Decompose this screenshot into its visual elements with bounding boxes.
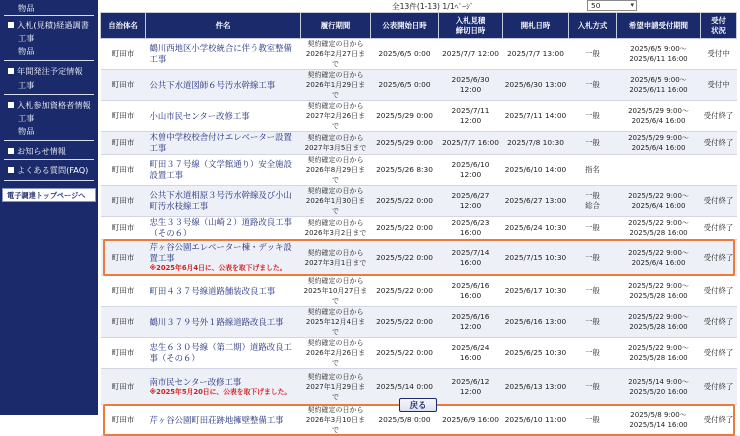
period-cell-line: 契約確定の日から (307, 219, 364, 227)
status-cell: 受付中 (701, 39, 737, 70)
sidebar-divider (4, 159, 94, 160)
bid-method-cell: 指名 (569, 155, 617, 186)
project-name-cell (146, 276, 301, 307)
application-period-cell-line: 2025/6/4 16:00 (631, 117, 686, 125)
table-row (101, 132, 737, 155)
result-count: 全13件(1-13) 1/1ﾍﾟｰｼﾞ (392, 2, 474, 11)
square-bullet-icon (8, 22, 14, 28)
project-link[interactable]: 南市民センター改修工事 (149, 376, 242, 387)
project-name-cell (146, 405, 301, 436)
column-header-line: 状況 (711, 25, 726, 35)
column-header (701, 13, 737, 39)
opening-date-cell: 2025/6/16 13:00 (503, 307, 569, 338)
bid-method-cell: 一般 (569, 101, 617, 132)
org-cell: 町田市 (101, 217, 146, 240)
period-cell-line: 2026年2月26日まで (305, 349, 366, 367)
bid-method-cell-line: 総合 (585, 201, 600, 210)
period-cell-line: 契約確定の日から (307, 308, 364, 316)
status-cell: 受付終了 (701, 276, 737, 307)
sidebar-item-qualified-bidders[interactable]: 入札参加資格者情報 (8, 100, 91, 111)
bid-method-cell: 一般 (569, 338, 617, 369)
column-header (439, 13, 503, 39)
period-cell (301, 39, 371, 70)
deadline-cell: 2025/7/7 16:00 (439, 132, 503, 155)
table-row (101, 276, 737, 307)
project-name-cell (146, 39, 301, 70)
deadline-cell: 2025/6/30 12:00 (439, 70, 503, 101)
opening-date-cell: 2025/6/27 13:00 (503, 186, 569, 217)
application-period-cell (617, 217, 701, 240)
deadline-cell: 2025/6/16 16:00 (439, 276, 503, 307)
period-cell (301, 70, 371, 101)
period-cell-line: 2025年12月4日まで (305, 318, 366, 336)
application-period-cell-line: 2025/5/8 9:00～ (630, 411, 687, 419)
per-page-select[interactable] (587, 0, 637, 11)
status-cell: 受付終了 (701, 186, 737, 217)
table-body (101, 39, 737, 436)
org-cell: 町田市 (101, 307, 146, 338)
period-cell (301, 307, 371, 338)
period-cell-line: 2026年2月27日まで (305, 50, 366, 68)
square-bullet-icon (8, 68, 14, 74)
publish-date-cell: 2025/5/22 0:00 (371, 186, 439, 217)
application-period-cell (617, 338, 701, 369)
period-cell-line: 契約確定の日から (307, 102, 364, 110)
opening-date-cell: 2025/6/10 14:00 (503, 155, 569, 186)
org-cell: 町田市 (101, 338, 146, 369)
application-period-cell-line: 2025/5/28 16:00 (629, 229, 688, 237)
application-period-cell-line: 2025/5/22 9:00～ (628, 248, 689, 257)
sidebar-item-faq[interactable]: よくある質問(FAQ) (8, 165, 88, 176)
application-period-cell-line: 2025/5/14 16:00 (629, 421, 688, 429)
period-cell-line: 2026年8月29日まで (305, 166, 366, 184)
application-period-cell-line: 2025/6/11 16:00 (629, 55, 688, 63)
status-cell: 受付終了 (701, 132, 737, 155)
application-period-cell-line: 2025/5/29 9:00～ (628, 134, 689, 142)
status-cell: 受付終了 (701, 217, 737, 240)
sidebar-nav (0, 0, 98, 415)
project-name-cell (146, 217, 301, 240)
application-period-cell (617, 70, 701, 101)
sidebar-item-bid-records-construction[interactable]: 工事 (18, 33, 35, 43)
application-period-cell (617, 307, 701, 338)
period-cell (301, 101, 371, 132)
withdrawal-note: ※2025年5月20日に、公表を取下げました。 (149, 387, 292, 396)
publish-date-cell: 2025/5/22 0:00 (371, 307, 439, 338)
project-link[interactable]: 忠生３３号線（山崎２）道路改良工事（その６） (149, 217, 292, 238)
sidebar-item-bid-records-goods[interactable]: 物品 (18, 46, 35, 56)
opening-date-cell: 2025/6/30 13:00 (503, 70, 569, 101)
application-period-cell (617, 405, 701, 436)
org-cell: 町田市 (101, 132, 146, 155)
period-cell-line: 契約確定の日から (307, 339, 364, 347)
opening-date-cell: 2025/6/25 10:30 (503, 338, 569, 369)
deadline-cell: 2025/7/14 16:00 (439, 240, 503, 276)
period-cell-line: 契約確定の日から (307, 134, 364, 142)
sidebar-divider (4, 180, 94, 181)
opening-date-cell: 2025/6/13 13:00 (503, 369, 569, 405)
application-period-cell-line: 2025/6/11 16:00 (629, 86, 688, 94)
table-row (101, 70, 737, 101)
org-cell: 町田市 (101, 276, 146, 307)
sidebar-divider (4, 15, 94, 16)
column-header-line: 受付 (711, 15, 726, 25)
application-period-cell-line: 2025/5/22 9:00～ (628, 282, 689, 290)
application-period-cell-line: 2025/6/4 16:00 (631, 144, 686, 152)
org-cell: 町田市 (101, 369, 146, 405)
column-header: 開札日時 (503, 13, 569, 39)
org-cell: 町田市 (101, 70, 146, 101)
application-period-cell-line: 2025/6/4 16:00 (631, 202, 686, 210)
project-name-cell (146, 307, 301, 338)
bid-method-cell: 一般 (569, 276, 617, 307)
application-period-cell-line: 2025/6/4 16:00 (631, 258, 686, 267)
bid-method-cell: 一般 (569, 217, 617, 240)
application-period-cell (617, 39, 701, 70)
deadline-cell: 2025/6/23 16:00 (439, 217, 503, 240)
sidebar-divider (4, 140, 94, 141)
results-table (100, 12, 737, 436)
publish-date-cell: 2025/5/22 0:00 (371, 217, 439, 240)
status-cell: 受付終了 (701, 101, 737, 132)
application-period-cell-line: 2025/5/28 16:00 (629, 292, 688, 300)
application-period-cell (617, 186, 701, 217)
bid-method-cell: 一般 (569, 132, 617, 155)
application-period-cell-line: 2025/6/5 9:00～ (630, 45, 687, 53)
period-cell-line: 契約確定の日から (307, 248, 364, 257)
status-cell: 受付終了 (701, 405, 737, 436)
project-name-cell (146, 338, 301, 369)
sidebar-item-bid-records[interactable]: 入札(見積)経過調書 (8, 20, 89, 31)
withdrawal-note: ※2025年6月4日に、公表を取下げました。 (149, 264, 287, 272)
column-header: 希望申請受付期間 (617, 13, 701, 39)
period-cell-line: 契約確定の日から (307, 40, 364, 48)
period-cell-line: 契約確定の日から (307, 187, 364, 195)
publish-date-cell: 2025/5/26 8:30 (371, 155, 439, 186)
period-cell (301, 405, 371, 436)
deadline-cell: 2025/6/10 12:00 (439, 155, 503, 186)
opening-date-cell: 2025/6/24 10:30 (503, 217, 569, 240)
publish-date-cell: 2025/5/29 0:00 (371, 101, 439, 132)
application-period-cell (617, 132, 701, 155)
project-name-cell (146, 186, 301, 217)
period-cell-line: 2027年2月26日まで (305, 112, 366, 130)
project-link[interactable]: 芹ヶ谷公園エレベーター棟・デッキ設置工事 (149, 242, 292, 263)
project-link[interactable]: 鶴川３７９号外１路線道路改良工事 (149, 316, 284, 327)
application-period-cell-line: 2025/5/22 9:00～ (628, 192, 689, 200)
bid-method-cell: 一般 (569, 39, 617, 70)
table-row (101, 155, 737, 186)
column-header-line: 入札見積 (455, 15, 486, 25)
application-period-cell-line: 2025/5/20 16:00 (629, 387, 688, 396)
project-link[interactable]: 小山市民センター改修工事 (149, 110, 250, 121)
sidebar-divider (4, 94, 94, 95)
period-cell-line: 2027年1月29日まで (305, 382, 366, 401)
project-name-cell (146, 132, 301, 155)
column-header: 件名 (146, 13, 301, 39)
period-cell-line: 契約確定の日から (307, 156, 364, 164)
deadline-cell: 2025/6/27 12:00 (439, 186, 503, 217)
column-header: 公表開始日時 (371, 13, 439, 39)
deadline-cell: 2025/6/16 12:00 (439, 307, 503, 338)
square-bullet-icon (8, 167, 14, 173)
column-header-line: 締切日時 (455, 25, 486, 35)
project-link[interactable]: 町田４３７号線道路舗装改良工事 (149, 285, 276, 296)
column-header: 自治体名 (101, 13, 146, 39)
bid-method-cell (569, 186, 617, 217)
sidebar-item-annual-plan[interactable]: 年間発注予定情報 (8, 66, 83, 77)
opening-date-cell: 2025/7/11 14:00 (503, 101, 569, 132)
procurement-top-link[interactable]: 電子調達トップページへ (2, 188, 96, 202)
period-cell (301, 155, 371, 186)
period-cell (301, 276, 371, 307)
project-link[interactable]: 鶴川西地区小学校統合に伴う教室整備工事 (149, 43, 292, 64)
deadline-cell: 2025/6/9 16:00 (439, 405, 503, 436)
table-row (101, 217, 737, 240)
project-name-cell (146, 70, 301, 101)
project-name-cell (146, 155, 301, 186)
project-link[interactable]: 町田３７号線（文学館通り）安全施設設置工事 (149, 159, 292, 180)
publish-date-cell: 2025/5/22 0:00 (371, 240, 439, 276)
deadline-cell: 2025/7/7 12:00 (439, 39, 503, 70)
table-row (101, 338, 737, 369)
deadline-cell: 2025/6/12 12:00 (439, 369, 503, 405)
period-cell-line: 2027年3月5日まで (304, 144, 367, 152)
application-period-cell-line: 2025/5/28 16:00 (629, 323, 688, 331)
status-cell: 受付終了 (701, 338, 737, 369)
sidebar-item-qualified-goods[interactable]: 物品 (18, 126, 35, 136)
table-row (101, 186, 737, 217)
application-period-cell (617, 240, 701, 276)
bid-method-cell: 一般 (569, 307, 617, 338)
project-link[interactable]: 木曽中学校校舎付けエレベーター設置工事 (149, 132, 292, 153)
bid-method-cell: 一般 (569, 70, 617, 101)
application-period-cell (617, 101, 701, 132)
application-period-cell (617, 369, 701, 405)
column-header: 入札方式 (569, 13, 617, 39)
bid-method-cell-line: 一般 (585, 191, 600, 200)
deadline-cell: 2025/6/24 16:00 (439, 338, 503, 369)
bid-method-cell: 一般 (569, 240, 617, 276)
sidebar-divider (4, 60, 94, 61)
opening-date-cell: 2025/6/17 10:30 (503, 276, 569, 307)
results-topbar (100, 0, 740, 12)
deadline-cell: 2025/7/11 12:00 (439, 101, 503, 132)
publish-date-cell: 2025/5/22 0:00 (371, 276, 439, 307)
period-cell-line: 2027年3月1日まで (304, 258, 367, 267)
status-cell: 受付終了 (701, 307, 737, 338)
column-header: 履行期間 (301, 13, 371, 39)
publish-date-cell: 2025/5/14 0:00 (371, 369, 439, 405)
status-cell: 受付中 (701, 70, 737, 101)
publish-date-cell: 2025/6/5 0:00 (371, 39, 439, 70)
period-cell (301, 240, 371, 276)
status-cell: 受付終了 (701, 240, 737, 276)
period-cell-line: 2026年1月29日まで (305, 81, 366, 99)
project-link[interactable]: 忠生６３０号線（第二期）道路改良工事（その６） (149, 342, 292, 363)
org-cell: 町田市 (101, 155, 146, 186)
sidebar-item-qualified-construction[interactable]: 工事 (18, 113, 35, 123)
period-cell-line: 契約確定の日から (307, 71, 364, 79)
opening-date-cell: 2025/7/7 13:00 (503, 39, 569, 70)
project-link[interactable]: 公共下水道相原３号汚水幹線及び小山町汚水枝線工事 (149, 190, 292, 211)
publish-date-cell: 2025/5/29 0:00 (371, 132, 439, 155)
bid-method-cell: 一般 (569, 369, 617, 405)
status-cell: 受付終了 (701, 369, 737, 405)
table-header-row (101, 13, 737, 39)
application-period-cell (617, 276, 701, 307)
period-cell (301, 186, 371, 217)
sidebar-item-annual-plan-construction[interactable]: 工事 (18, 80, 35, 90)
application-period-cell-line: 2025/5/22 9:00～ (628, 344, 689, 352)
square-bullet-icon (8, 148, 14, 154)
table-row (101, 39, 737, 70)
period-cell-line: 契約確定の日から (307, 372, 364, 381)
period-cell-line: 2025年10月27日まで (303, 287, 368, 305)
project-name-cell (146, 369, 301, 405)
bid-method-cell: 一般 (569, 405, 617, 436)
application-period-cell-line: 2025/5/22 9:00～ (628, 219, 689, 227)
status-cell (701, 155, 737, 186)
table-row (101, 240, 737, 276)
application-period-cell-line: 2025/5/28 16:00 (629, 354, 688, 362)
application-period-cell-line: 2025/5/22 9:00～ (628, 313, 689, 321)
publish-date-cell: 2025/5/22 0:00 (371, 338, 439, 369)
period-cell-line: 契約確定の日から (307, 406, 364, 414)
back-button[interactable]: 戻る (399, 398, 437, 412)
opening-date-cell: 2025/6/10 11:00 (503, 405, 569, 436)
project-link[interactable]: 芹ヶ谷公園町田荘跡地擁壁整備工事 (149, 414, 284, 425)
org-cell: 町田市 (101, 240, 146, 276)
application-period-cell-line: 2025/5/14 9:00～ (628, 377, 689, 386)
period-cell (301, 369, 371, 405)
org-cell: 町田市 (101, 405, 146, 436)
opening-date-cell: 2025/7/15 10:30 (503, 240, 569, 276)
project-link[interactable]: 公共下水道図師６号汚水幹線工事 (149, 79, 276, 90)
chevron-down-icon: ▾ (630, 1, 634, 9)
publish-date-cell: 2025/6/5 0:00 (371, 70, 439, 101)
period-cell-line: 2026年1月30日まで (305, 197, 366, 215)
period-cell-line: 2026年3月10日まで (305, 416, 366, 434)
application-period-cell-line: 2025/5/29 9:00～ (628, 107, 689, 115)
project-name-cell (146, 101, 301, 132)
org-cell: 町田市 (101, 186, 146, 217)
sidebar-item-goods-1[interactable]: 物品 (18, 3, 35, 13)
publish-date-cell: 2025/5/8 0:00 (371, 405, 439, 436)
org-cell: 町田市 (101, 101, 146, 132)
period-cell-line: 2026年3月2日まで (304, 229, 367, 237)
period-cell-line: 契約確定の日から (307, 277, 364, 285)
period-cell (301, 132, 371, 155)
square-bullet-icon (8, 102, 14, 108)
per-page-value: 50 (591, 1, 601, 10)
period-cell (301, 338, 371, 369)
application-period-cell-line: 2025/6/5 9:00～ (630, 76, 687, 84)
org-cell: 町田市 (101, 39, 146, 70)
opening-date-cell: 2025/7/8 10:30 (503, 132, 569, 155)
application-period-cell (617, 155, 701, 186)
sidebar-item-news[interactable]: お知らせ情報 (8, 146, 66, 157)
table-row (101, 101, 737, 132)
project-name-cell (146, 240, 301, 276)
period-cell (301, 217, 371, 240)
table-row (101, 307, 737, 338)
